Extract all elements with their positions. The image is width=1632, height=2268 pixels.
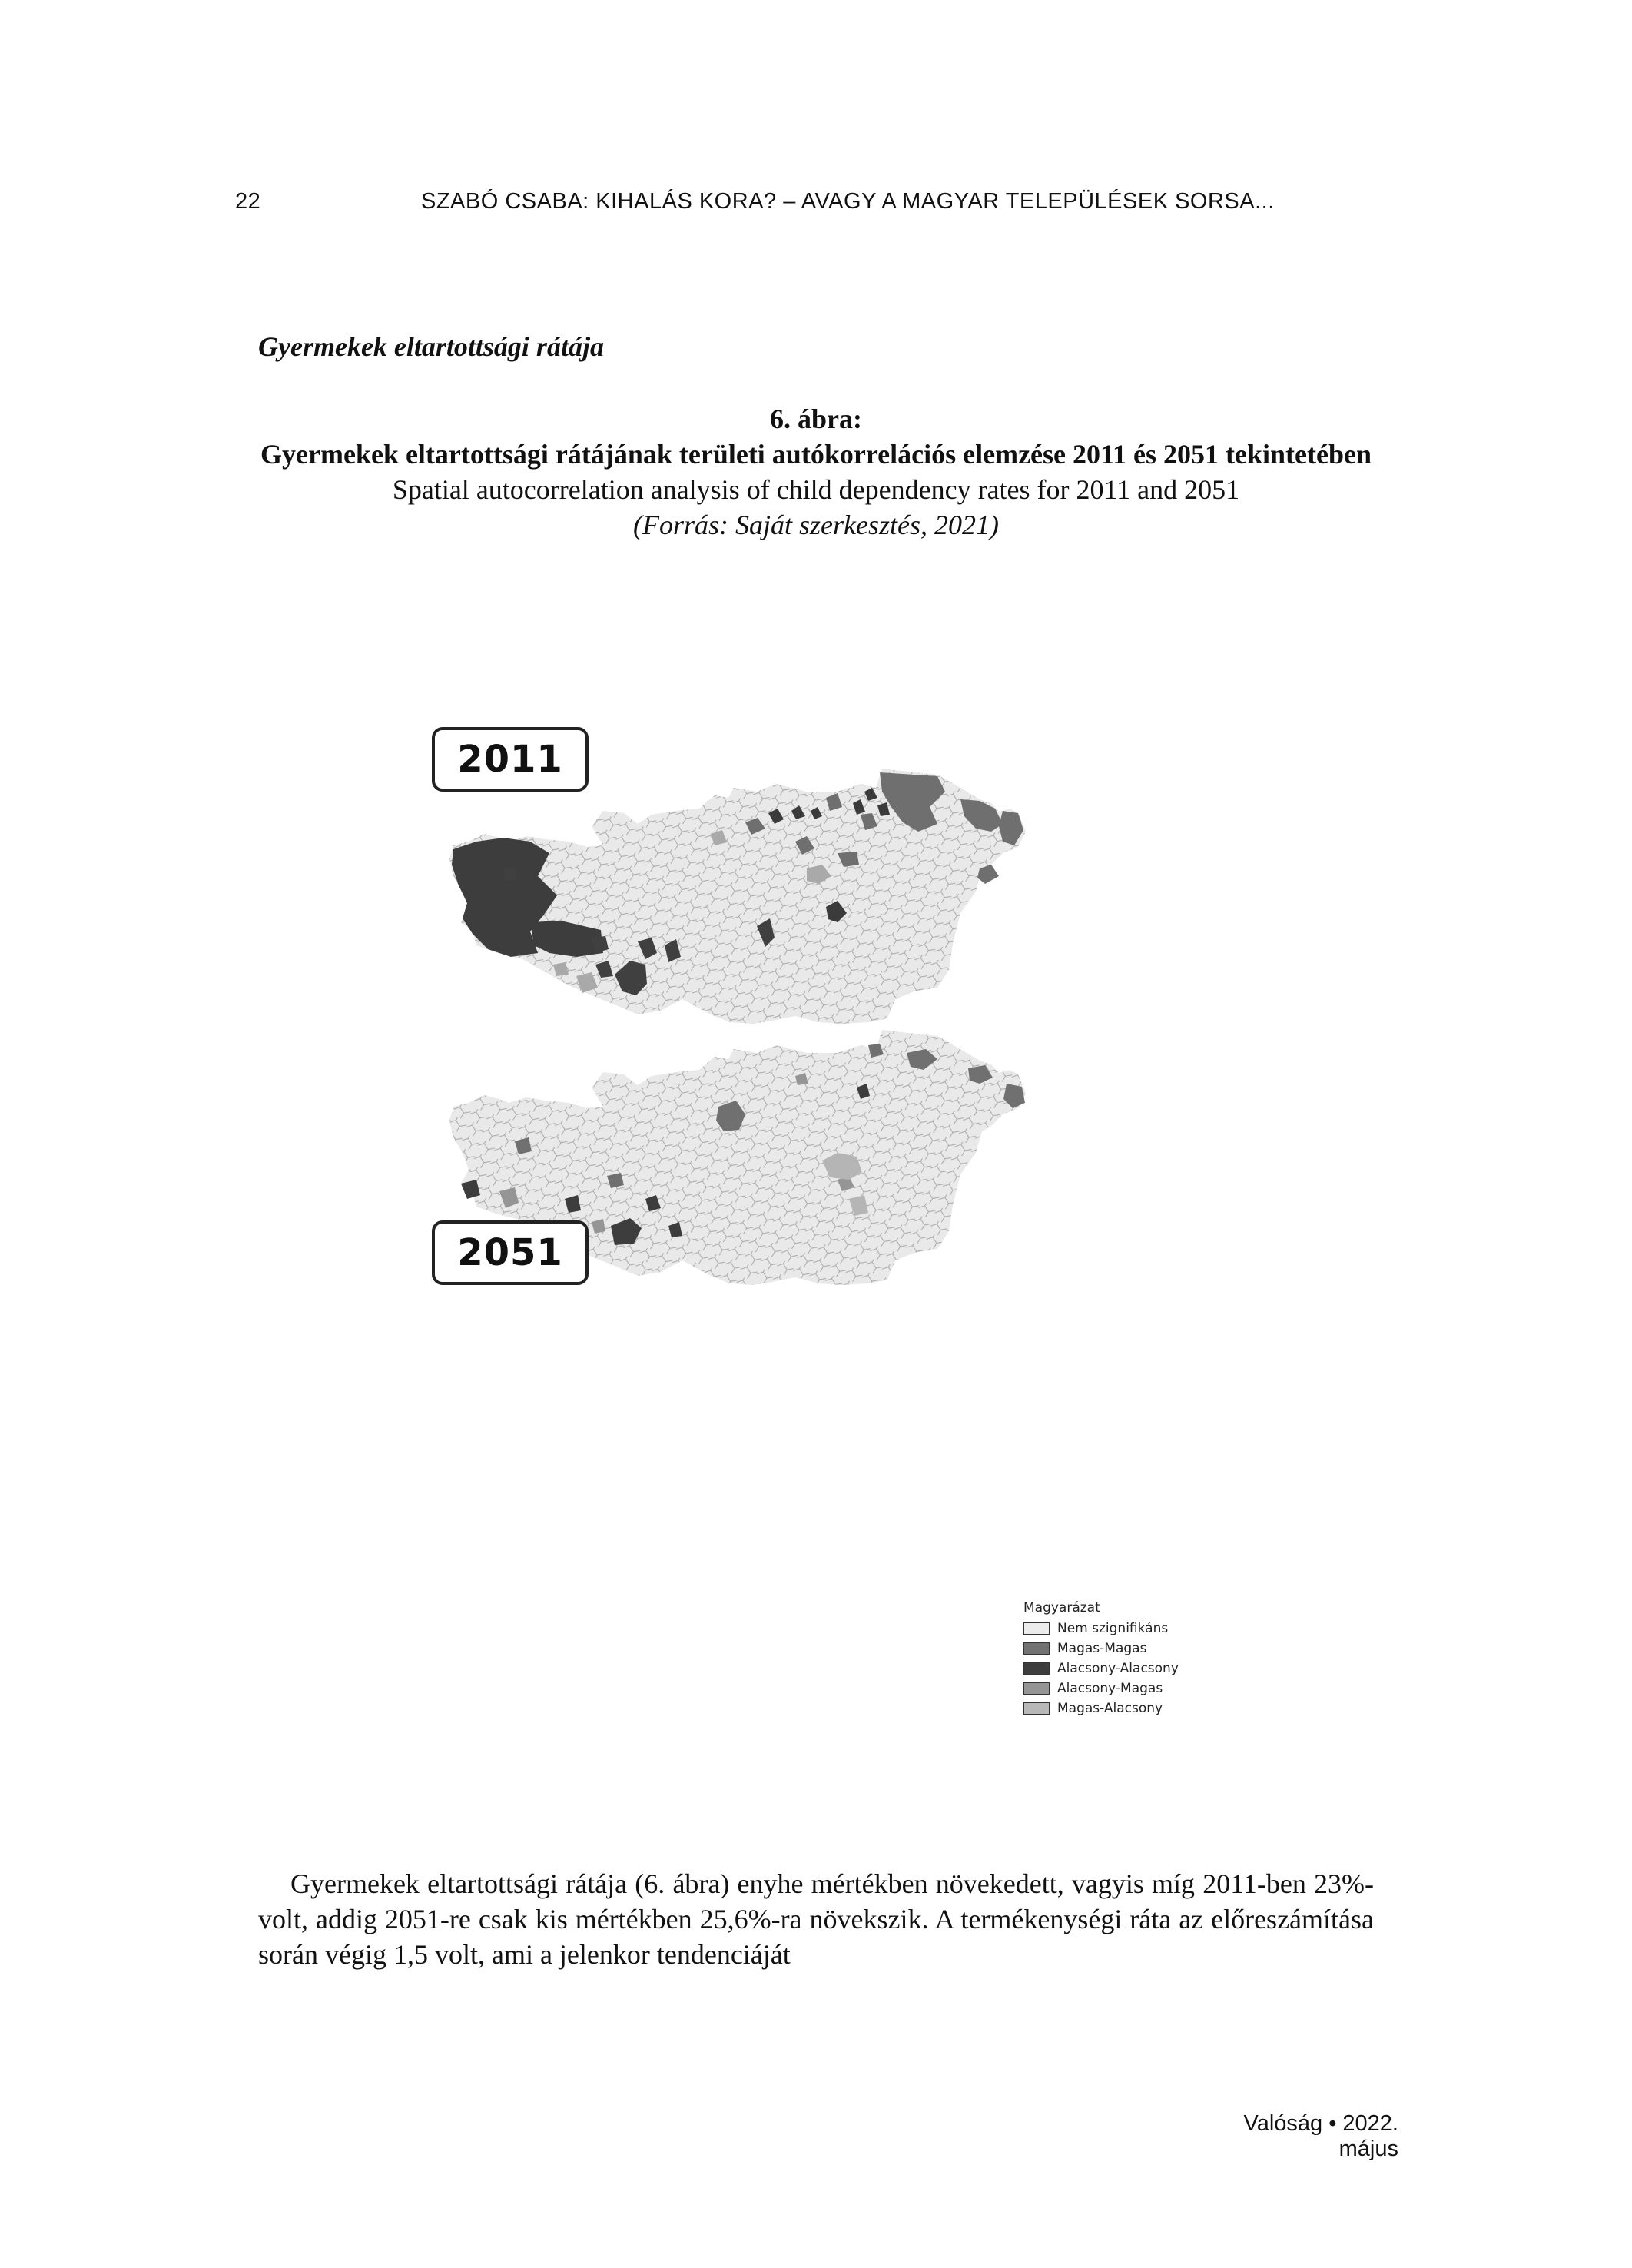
map-legend [1023, 1600, 1179, 1718]
figure-title-en: Spatial autocorrelation analysis of child dependency rates for 2011 and 2051 [392, 474, 1240, 505]
running-head [235, 189, 1395, 220]
legend-item [1023, 1659, 1179, 1679]
running-title: SZABÓ CSABA: KIHALÁS KORA? – AVAGY A MAGYAR TELEPÜLÉSEK SORSA... [421, 189, 1275, 214]
legend-swatch [1023, 1702, 1050, 1715]
map-2011 [449, 769, 1026, 1024]
year-label-2011: 2011 [432, 727, 589, 792]
legend-label: Alacsony-Alacsony [1057, 1661, 1179, 1676]
body-paragraph: Gyermekek eltartottsági rátája (6. ábra) enyhe mértékben növekedett, vagyis míg 2011-ben 23%-volt, addig 2051-re csak kis mértékben 25,6%-ra növekszik. A termékenységi ráta az előreszámítása során végig 1,5 volt, ami a jelenkor tendenciáját [258, 1868, 1374, 1970]
legend-swatch [1023, 1622, 1050, 1635]
legend-swatch [1023, 1682, 1050, 1695]
body-text [258, 1866, 1374, 1972]
figure-source: (Forrás: Saját szerkesztés, 2021) [633, 510, 999, 540]
legend-swatch [1023, 1662, 1050, 1675]
footer-journal: Valóság • 2022. május [1243, 2111, 1398, 2161]
legend-label: Alacsony-Magas [1057, 1681, 1163, 1696]
figure-number: 6. ábra: [770, 403, 862, 434]
legend-title: Magyarázat [1023, 1600, 1100, 1615]
legend-label: Nem szignifikáns [1057, 1621, 1169, 1636]
legend-item [1023, 1619, 1179, 1639]
legend-item [1023, 1639, 1179, 1659]
section-title: Gyermekek eltartottsági rátája [258, 331, 604, 362]
year-label-2051: 2051 [432, 1220, 589, 1285]
legend-item [1023, 1679, 1179, 1699]
legend-swatch [1023, 1642, 1050, 1655]
figure-caption [231, 401, 1401, 543]
legend-label: Magas-Alacsony [1057, 1701, 1163, 1716]
page-number: 22 [235, 189, 261, 214]
legend-item [1023, 1699, 1179, 1718]
figure-title-hu: Gyermekek eltartottsági rátájának területi autókorrelációs elemzése 2011 és 2051 tekintetében [260, 439, 1372, 470]
legend-label: Magas-Magas [1057, 1641, 1147, 1656]
